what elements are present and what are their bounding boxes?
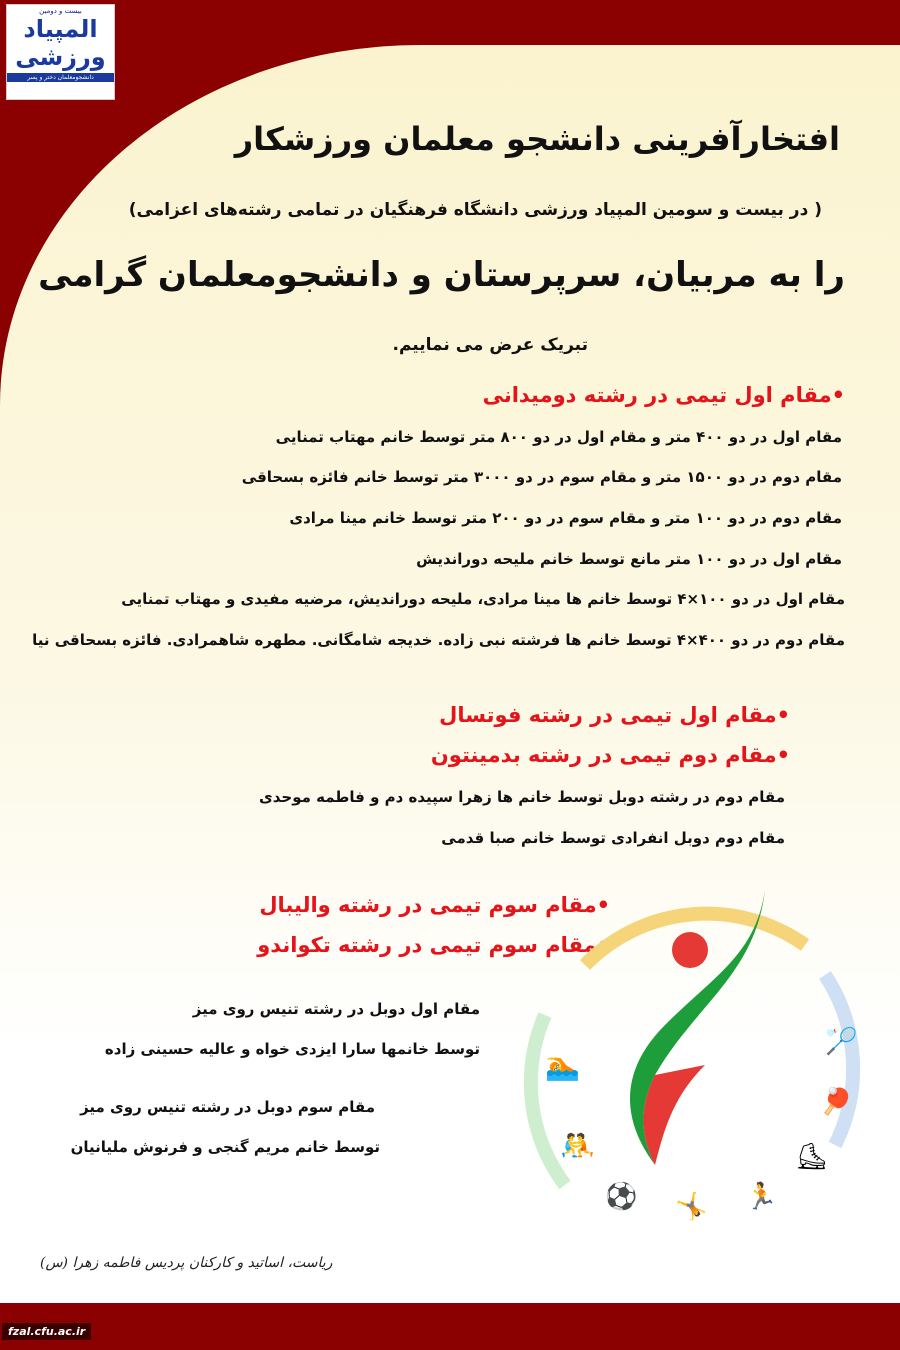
team-icon: 🤼 xyxy=(560,1129,595,1162)
list-item: مقام سوم دوبل در رشته تنیس روی میز xyxy=(80,1098,375,1116)
list-item: مقام دوم دوبل انفرادی توسط خانم صبا قدمی xyxy=(441,829,785,847)
badminton-icon: 🏸 xyxy=(825,1027,858,1057)
list-item: توسط خانم مریم گنجی و فرنوش ملیانیان xyxy=(70,1138,380,1156)
athletics-heading: •مقام اول تیمی در رشته دومیدانی xyxy=(482,383,845,407)
subtitle: ( در بیست و سومین المپیاد ورزشی دانشگاه فرهنگیان در تمامی رشته‌های اعزامی) xyxy=(128,200,822,220)
olympiad-logo xyxy=(6,4,115,100)
logo-footer: دانشجومعلمان دختر و پسر xyxy=(7,73,114,82)
wrestling-icon: 🤸 xyxy=(675,1192,708,1222)
list-item: مقام اول در دو ۱۰۰ متر مانع توسط خانم ملیحه دوراندیش xyxy=(416,550,842,568)
emblem-flame-red xyxy=(643,1065,705,1165)
volleyball-heading: •مقام سوم تیمی در رشته والیبال xyxy=(259,893,610,917)
bottom-band xyxy=(0,1303,900,1350)
futsal-heading: •مقام اول تیمی در رشته فوتسال xyxy=(439,703,790,727)
table-tennis-icon: 🏓 xyxy=(820,1087,853,1117)
sports-emblem xyxy=(505,885,875,1265)
signature: ریاست، اساتید و کارکنان پردیس فاطمه زهرا (س) xyxy=(40,1255,333,1271)
logo-small: بیست و دومین xyxy=(39,7,82,15)
list-item: مقام دوم در رشته دوبل توسط خانم ها زهرا سپیده دم و فاطمه موحدی xyxy=(258,788,785,806)
list-item: مقام دوم در دو ۱۰۰ متر و مقام سوم در دو ۲۰۰ متر توسط خانم مینا مرادی xyxy=(289,509,842,527)
football-icon: ⚽ xyxy=(605,1182,638,1212)
list-item: مقام دوم در دو ۴۰۰×۴ توسط خانم ها فرشته نبی زاده. خدیجه شامگانی. مطهره شاهمرادی. فائزه بسحاقی نیا xyxy=(32,631,845,649)
skater-icon: ⛸ xyxy=(795,1142,829,1172)
list-item: مقام دوم در دو ۱۵۰۰ متر و مقام سوم در دو ۳۰۰۰ متر توسط خانم فائزه بسحاقی xyxy=(241,468,842,486)
taekwondo-heading: •مقام سوم تیمی در رشته تکواندو xyxy=(257,933,610,957)
list-item: توسط خانمها سارا ایزدی خواه و عالیه حسینی زاده xyxy=(104,1040,480,1058)
list-item: مقام اول دوبل در رشته تنیس روی میز xyxy=(192,1000,480,1018)
list-item: مقام اول در دو ۴۰۰ متر و مقام اول در دو ۸۰۰ متر توسط خانم مهتاب تمنایی xyxy=(275,428,842,446)
logo-line1: المپیاد xyxy=(23,15,98,43)
logo-line2: ورزشی xyxy=(15,43,106,71)
badminton-heading: •مقام دوم تیمی در رشته بدمینتون xyxy=(430,743,790,767)
runner-icon: 🏃 xyxy=(745,1182,778,1212)
watermark: fzal.cfu.ac.ir xyxy=(2,1323,91,1340)
emblem-arc-right xyxy=(825,975,853,1145)
swimmer-icon: 🏊 xyxy=(545,1049,580,1082)
greeting: تبریک عرض می نماییم. xyxy=(392,335,588,355)
list-item: مقام اول در دو ۱۰۰×۴ توسط خانم ها مینا مرادی، ملیحه دوراندیش، مرضیه مفیدی و مهتاب تمنایی xyxy=(121,590,845,608)
page-title: افتخارآفرینی دانشجو معلمان ورزشکار xyxy=(234,120,840,158)
emblem-ball-icon xyxy=(672,932,708,968)
dedication: را به مربیان، سرپرستان و دانشجومعلمان گرامی xyxy=(38,255,845,295)
